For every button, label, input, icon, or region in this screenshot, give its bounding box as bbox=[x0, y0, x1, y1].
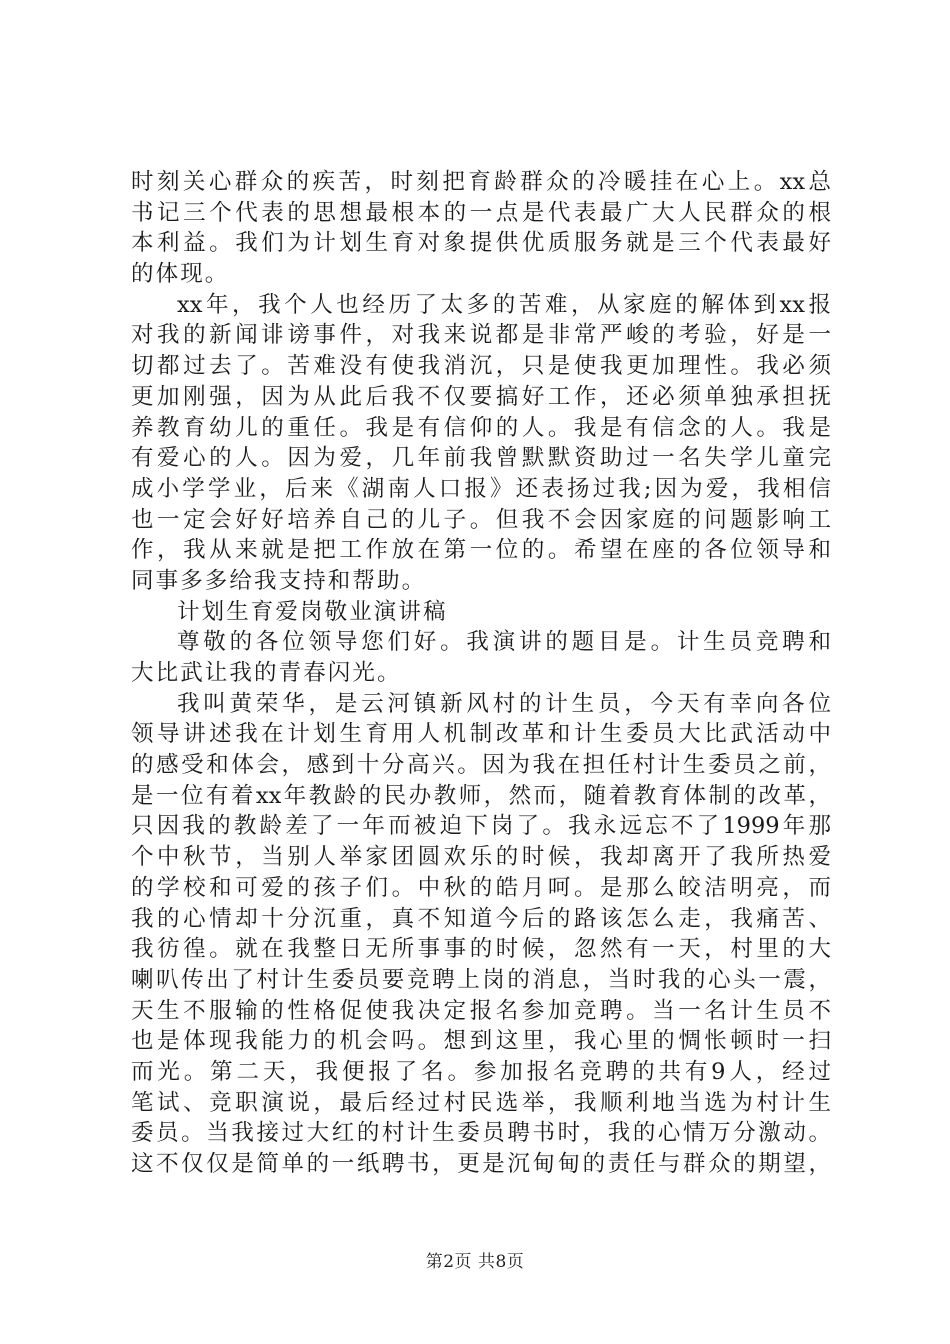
text-line: 的感受和体会，感到十分高兴。因为我在担任村计生委员之前， bbox=[131, 752, 831, 779]
text-line: 作，我从来就是把工作放在第一位的。希望在座的各位领导和 bbox=[131, 537, 831, 564]
paragraph-start-line: xx年，我个人也经历了太多的苦难，从家庭的解体到xx报 bbox=[177, 291, 831, 318]
text-line: 也一定会好好培养自己的儿子。但我不会因家庭的问题影响工 bbox=[131, 506, 831, 533]
text-line: 的学校和可爱的孩子们。中秋的皓月呵。是那么皎洁明亮，而 bbox=[131, 874, 831, 901]
text-line: 委员。当我接过大红的村计生委员聘书时，我的心情万分激动。 bbox=[131, 1120, 831, 1147]
text-line: 有爱心的人。因为爱，几年前我曾默默资助过一名失学儿童完 bbox=[131, 445, 831, 472]
page-number-footer: 第2页 共8页 bbox=[425, 1252, 525, 1272]
text-line: 同事多多给我支持和帮助。 bbox=[131, 567, 427, 594]
text-line: 的体现。 bbox=[131, 261, 230, 288]
text-line: 天生不服输的性格促使我决定报名参加竞聘。当一名计生员不 bbox=[131, 997, 831, 1024]
document-body bbox=[131, 167, 831, 1180]
text-line: 对我的新闻诽谤事件，对我来说都是非常严峻的考验，好是一 bbox=[131, 322, 831, 349]
text-line: 领导讲述我在计划生育用人机制改革和计生委员大比武活动中 bbox=[131, 721, 831, 748]
text-line: 我的心情却十分沉重，真不知道今后的路该怎么走，我痛苦、 bbox=[131, 905, 831, 932]
text-line: 时刻关心群众的疾苦，时刻把育龄群众的冷暖挂在心上。xx总 bbox=[131, 169, 831, 195]
text-line: 成小学学业，后来《湖南人口报》还表扬过我;因为爱，我相信 bbox=[131, 475, 831, 502]
text-line: 笔试、竞职演说，最后经过村民选举，我顺利地当选为村计生 bbox=[131, 1089, 831, 1116]
text-line: 更加刚强，因为从此后我不仅要搞好工作，还必须单独承担抚 bbox=[131, 383, 831, 410]
text-line: 是一位有着xx年教龄的民办教师，然而，随着教育体制的改革， bbox=[131, 782, 831, 809]
text-line: 只因我的教龄差了一年而被迫下岗了。我永远忘不了1999年那 bbox=[131, 813, 831, 840]
text-line: 切都过去了。苦难没有使我消沉，只是使我更加理性。我必须 bbox=[131, 353, 831, 380]
text-line: 喇叭传出了村计生委员要竞聘上岗的消息，当时我的心头一震， bbox=[131, 966, 831, 993]
text-line: 大比武让我的青春闪光。 bbox=[131, 660, 402, 686]
text-line: 个中秋节，当别人举家团圆欢乐的时候，我却离开了我所热爱 bbox=[131, 844, 831, 871]
text-line: 本利益。我们为计划生育对象提供优质服务就是三个代表最好 bbox=[131, 230, 831, 257]
text-line: 我彷徨。就在我整日无所事事的时候，忽然有一天，村里的大 bbox=[131, 936, 831, 963]
text-line: 这不仅仅是简单的一纸聘书，更是沉甸甸的责任与群众的期望， bbox=[131, 1151, 831, 1177]
text-line: 而光。第二天，我便报了名。参加报名竞聘的共有9人，经过 bbox=[131, 1058, 831, 1085]
paragraph-start-line: 尊敬的各位领导您们好。我演讲的题目是。计生员竞聘和 bbox=[177, 629, 831, 656]
paragraph-start-line: 我叫黄荣华，是云河镇新风村的计生员，今天有幸向各位 bbox=[177, 690, 831, 717]
text-line: 也是体现我能力的机会吗。想到这里，我心里的惆怅顿时一扫 bbox=[131, 1028, 831, 1055]
section-heading: 计划生育爱岗敬业演讲稿 bbox=[177, 598, 448, 625]
text-line: 养教育幼儿的重任。我是有信仰的人。我是有信念的人。我是 bbox=[131, 414, 831, 441]
text-line: 书记三个代表的思想最根本的一点是代表最广大人民群众的根 bbox=[131, 199, 831, 226]
